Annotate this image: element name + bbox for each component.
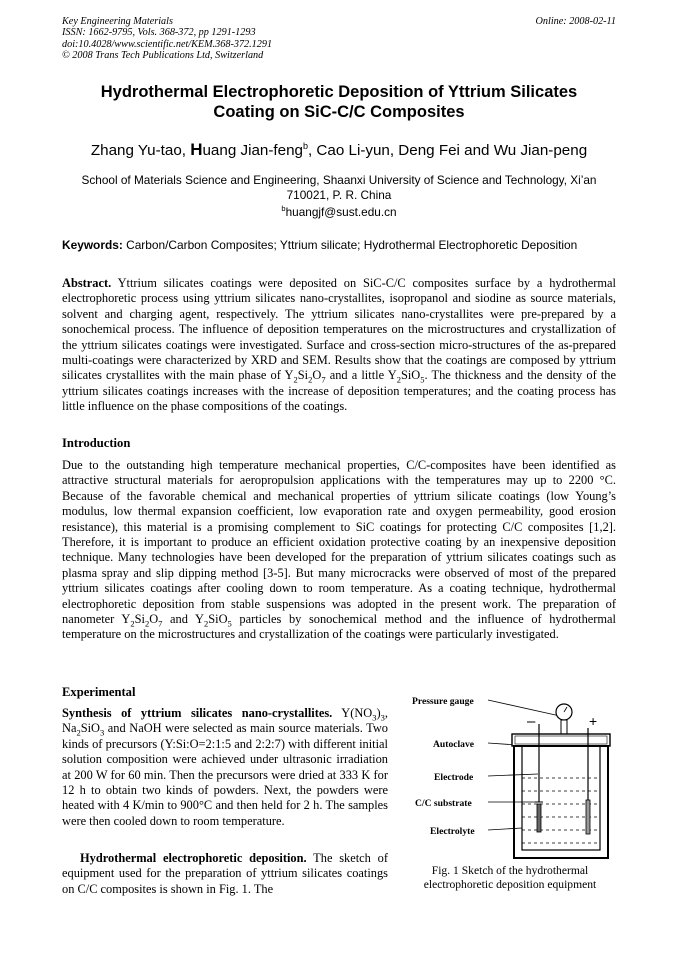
synthesis-label: Synthesis of yttrium silicates nano-crystallites. <box>62 706 333 720</box>
email <box>62 204 616 219</box>
keywords-label: Keywords: <box>62 238 123 252</box>
author-1: Zhang Yu-tao, <box>90 142 191 159</box>
synthesis-text: and NaOH were selected as main source materials. Two kinds of precursors (Y:Si:O=2:1:5 and 2:2:7) with different initial solution composition were achieved under ultrasonic irradiation at 200 W for 60 min. Then the precursors were dried at 333 K for 12 h to obtain two kinds of powders. Next, the powders were heated with 4 K/min to 900°C and then held for 2 h. The samples were then cooled down to room temperature. <box>62 721 388 828</box>
label-electrolyte: Electrolyte <box>430 826 475 837</box>
subscript: 3 <box>372 712 377 723</box>
synthesis-text: SiO <box>80 721 100 736</box>
author-list <box>40 141 638 160</box>
abstract-text: O <box>312 368 322 383</box>
intro-text: Si <box>134 612 145 627</box>
synthesis-text: ) <box>376 706 381 720</box>
deposition-label: Hydrothermal electrophoretic deposition. <box>80 851 307 865</box>
minus-sign: – <box>527 713 536 730</box>
caption-line-1: Fig. 1 Sketch of the hydrothermal <box>431 864 589 877</box>
other-authors: , Cao Li-yun, Deng Fei and Wu Jian-peng <box>307 142 588 159</box>
intro-text: SiO <box>208 612 228 627</box>
plus-sign: + <box>589 713 598 729</box>
subscript: 7 <box>321 374 326 385</box>
abstract <box>62 276 616 415</box>
doi-line: doi:10.4028/www.scientific.net/KEM.368-372.1291 <box>62 38 273 50</box>
synthesis-text: , Na <box>62 706 388 736</box>
subscript: 3 <box>100 727 105 738</box>
author-2-superscript: b <box>302 140 308 151</box>
introduction-heading: Introduction <box>62 436 131 450</box>
author-2-rest: uang Jian-feng <box>202 142 303 159</box>
subscript: 3 <box>380 712 385 723</box>
intro-text: and Y <box>162 612 204 627</box>
label-autoclave: Autoclave <box>433 739 475 750</box>
intro-text: Due to the outstanding high temperature mechanical properties, C/C-composites have been identified as attractive structural materials for aeropropulsion applications with the temperatures may up to 2200 °C. Because of the favorable chemical and mechanical properties of yttrium silicate coatings (low Young’s modulus, low thermal expansion coefficient, low evaporation rate and oxygen permeability, good erosion resistance), this material is a promising complement to SiC coatings for protecting C/C composites [1,2]. Therefore, it is important to produce an efficient oxidation protective coating by an inexpensive deposition technique. Many technologies have been developed for the preparation of yttrium silicates coatings such as plasma spray and slip dipping method [3-5]. But many microcracks were observed of most of the prepared yttrium silicates coatings after cooling down to room temperature. As a coating technique, hydrothermal electrophoretic deposition from stable suspensions was adopted in the present work. The preparation of nanometer Y <box>62 458 616 627</box>
online-date: Online: 2008-02-11 <box>535 16 616 27</box>
intro-text: particles by sonochemical method and the influence of hydrothermal temperature on the microstructures and crystallization of the coatings were particularly investigated. <box>62 612 616 642</box>
caption-line-2: electrophoretic deposition equipment <box>423 878 597 891</box>
leader-electrolyte <box>488 828 522 830</box>
introduction-text <box>62 458 616 643</box>
abstract-label: Abstract. <box>62 276 112 290</box>
leader-pressure-gauge <box>488 700 560 716</box>
subscript: 7 <box>158 618 163 629</box>
subscript: 2 <box>144 618 150 629</box>
abstract-text: SiO <box>400 368 421 383</box>
copyright-line: © 2008 Trans Tech Publications Ltd, Switzerland <box>62 50 264 62</box>
deposition-text: The sketch of equipment used for the preparation of yttrium silicates coatings on C/C composites is shown in Fig. 1. The <box>62 851 388 896</box>
label-pressure-gauge: Pressure gauge <box>412 696 474 707</box>
abstract-text: and a little Y <box>325 368 397 383</box>
title-line-2: Coating on SiC-C/C Composites <box>213 103 465 121</box>
label-substrate: C/C substrate <box>415 798 472 809</box>
deposition-paragraph <box>62 851 388 897</box>
subscript: 2 <box>76 727 81 738</box>
author-2-initial: H <box>190 140 203 159</box>
subscript: 2 <box>396 374 401 385</box>
subscript: 5 <box>227 618 232 629</box>
subscript: 2 <box>308 374 313 385</box>
paper-title <box>62 82 616 122</box>
figure-caption <box>404 864 616 892</box>
subscript: 2 <box>204 618 209 629</box>
email-superscript: b <box>281 204 286 213</box>
issn-line: ISSN: 1662-9795, Vols. 368-372, pp 1291-1293 <box>62 27 256 39</box>
intro-text: O <box>149 612 159 627</box>
subscript: 5 <box>420 374 425 385</box>
abstract-text: Yttrium silicates coatings were deposited on SiC-C/C composites surface by a hydrothermal electrophoretic process using yttrium silicates nano-crystallites, isopropanol and siodine as source materials, solvent and charging agent, respectively. The yttrium silicates nano-crystallites were pre-prepared by a sonochemical process. The influence of deposition temperatures on the microstructures and crystallization of the yttrium silicates coatings were investigated. Surface and cross-section micro-structures of the as-prepared multi-coatings were characterized by XRD and SEM. Results show that the coatings are composed by yttrium silicates crystallites with the main phase of Y <box>62 276 616 383</box>
title-line-1: Hydrothermal Electrophoretic Deposition of Yttrium Silicates <box>100 83 578 101</box>
keywords <box>62 238 622 252</box>
journal-header <box>62 16 616 62</box>
experimental-heading: Experimental <box>62 685 136 699</box>
affiliation-line-1: School of Materials Science and Engineering, Shaanxi University of Science and Technology, Xi’an <box>81 173 597 187</box>
affiliation <box>62 173 616 202</box>
email-address[interactable]: huangjf@sust.edu.cn <box>285 204 397 219</box>
synthesis-paragraph <box>62 706 388 829</box>
equipment-sketch-figure <box>404 690 616 870</box>
keywords-text: Carbon/Carbon Composites; Yttrium silicate; Hydrothermal Electrophoretic Deposition <box>122 238 578 252</box>
abstract-text: . The thickness and the density of the yttrium silicates coatings increases with the increase of deposition temperatures; and the coating process has little influence on the phase compositions of the coatings. <box>62 368 616 414</box>
counter-electrode <box>586 800 590 834</box>
cc-substrate <box>537 804 541 832</box>
journal-name: Key Engineering Materials <box>62 16 173 27</box>
abstract-text: Si <box>297 368 309 383</box>
affiliation-line-2: 710021, P. R. China <box>286 187 392 202</box>
synthesis-text: Y(NO <box>332 706 373 720</box>
gauge-stem <box>561 720 567 734</box>
subscript: 2 <box>130 618 135 629</box>
subscript: 2 <box>293 374 298 385</box>
label-electrode: Electrode <box>434 772 474 783</box>
